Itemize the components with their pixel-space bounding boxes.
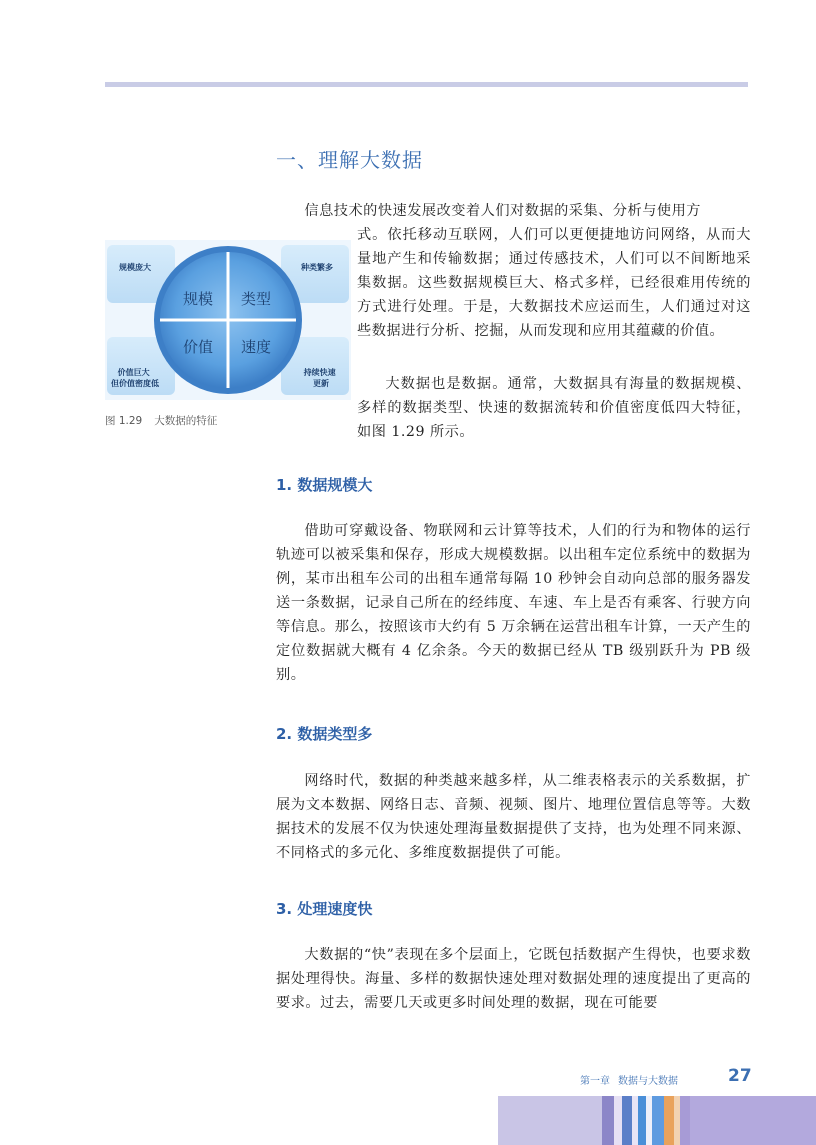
header-rule [105, 82, 748, 87]
figure-corner-value-line2: 但价值密度低 [111, 379, 159, 388]
intro-paragraph-2: 大数据也是数据。通常，大数据具有海量的数据规模、多样的数据类型、快速的数据流转和价值密度低四大特征，如图 1.29 所示。 [357, 376, 751, 440]
heading-processing-speed: 3. 处理速度快 [276, 900, 373, 918]
footer-chapter-title: 数据与大数据 [618, 1076, 678, 1087]
heading-data-scale: 1. 数据规模大 [276, 476, 373, 494]
figure-corner-speed-line1: 持续快速 [303, 368, 336, 377]
footer-chapter [580, 1072, 686, 1087]
paragraph-data-scale: 借助可穿戴设备、物联网和云计算等技术，人们的行为和物体的运行轨迹可以被采集和保存，形成大规模数据。以出租车定位系统中的数据为例，某市出租车公司的出租车通常每隔 10 秒钟会自动向总部的服务器发送一条数据，记录自己所在的经纬度、车速、车上是否有乘客、行驶方向等信息。那么，按照该市大约有 5 万余辆在运营出租车计算，一天产生的定位数据就大概有 4 亿余条。今天的数据已经从 TB 级别跃升为 PB 级别。 [276, 523, 751, 683]
figure-center-value: 价值 [182, 338, 214, 356]
figure-caption [105, 413, 229, 428]
heading-data-types: 2. 数据类型多 [276, 725, 373, 743]
intro-paragraph-line1: 信息技术的快速发展改变着人们对数据的采集、分析与使用方 [304, 203, 701, 219]
figure-corner-speed-line2: 更新 [313, 379, 329, 388]
figure-caption-number: 图 1.29 [105, 415, 143, 427]
paragraph-processing-speed: 大数据的“快”表现在多个层面上，它既包括数据产生得快，也要求数据处理得快。海量、多样的数据快速处理对数据处理的速度提出了更高的要求。过去，需要几天或更多时间处理的数据，现在可能要 [276, 947, 751, 1011]
figure-corner-type: 种类繁多 [301, 263, 333, 272]
features-diagram [105, 240, 351, 400]
figure-corner-value-line1: 价值巨大 [117, 368, 150, 377]
footer-chapter-number: 第一章 [580, 1076, 610, 1087]
page-number: 27 [728, 1066, 752, 1086]
intro-paragraph-rest: 式。依托移动互联网，人们可以更便捷地访问网络，从而大量地产生和传输数据；通过传感技术，人们可以不间断地采集数据。这些数据规模巨大、格式多样，已经很难用传统的方式进行处理。于是，大数据技术应运而生，人们通过对这些数据进行分析、挖掘，从而发现和应用其蕴藏的价值。 [357, 227, 751, 339]
figure-center-type: 类型 [240, 290, 272, 308]
section-title: 一、理解大数据 [276, 148, 423, 172]
figure-center-speed: 速度 [240, 338, 272, 356]
figure-center-scale: 规模 [182, 290, 214, 308]
paragraph-data-types: 网络时代，数据的种类越来越多样，从二维表格表示的关系数据，扩展为文本数据、网络日志、音频、视频、图片、地理位置信息等等。大数据技术的发展不仅为快速处理海量数据提供了支持，也为处理不同来源、不同格式的多元化、多维度数据提供了可能。 [276, 773, 751, 861]
figure-caption-text: 大数据的特征 [154, 415, 218, 427]
big-data-features-figure [105, 240, 351, 400]
figure-corner-scale: 规模庞大 [119, 263, 151, 272]
